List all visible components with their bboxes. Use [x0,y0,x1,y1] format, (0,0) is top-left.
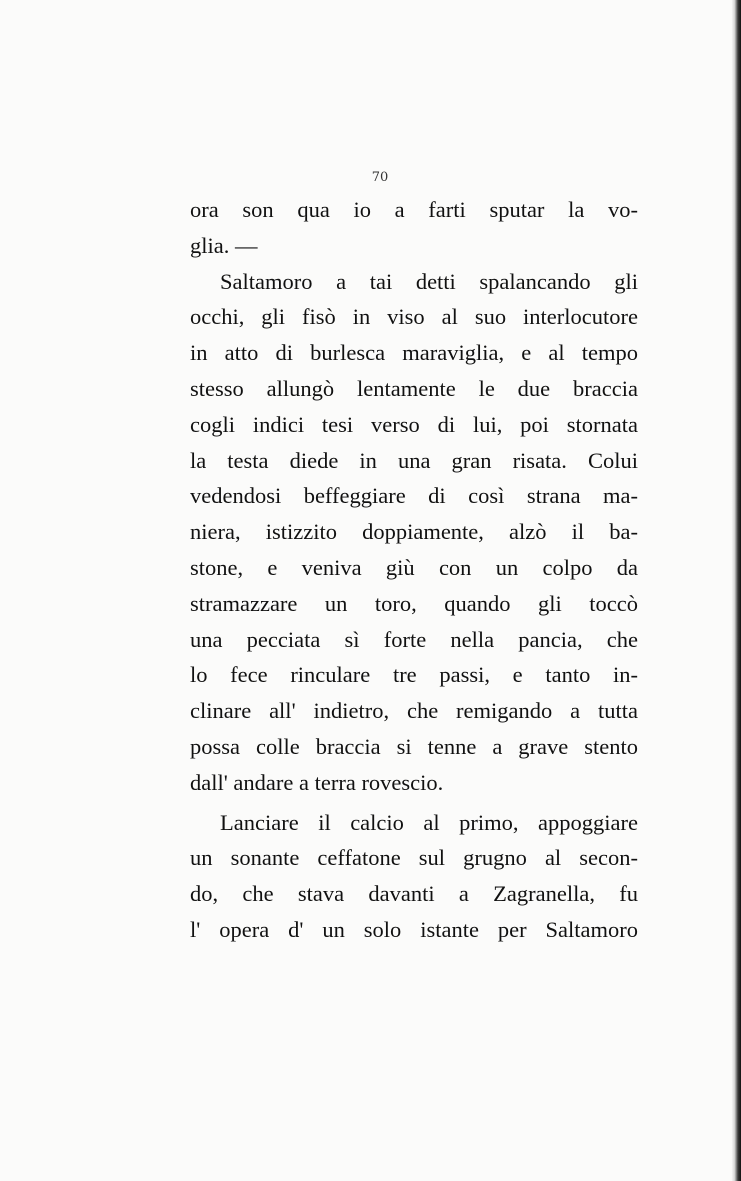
text-line: ora son qua io a farti sputar la vo- [190,197,638,222]
text-line: cogli indici tesi verso di lui, poi stornata [190,411,638,437]
text-line: stone, e veniva giù con un colpo da [190,554,638,580]
page-number: 70 [371,170,389,185]
text-line: la testa diede in una gran risata. Colui [190,447,638,473]
text-line: Saltamoro a tai detti spalancando gli [220,268,638,294]
text-line: do, che stava davanti a Zagranella, fu [190,881,638,907]
body-text [190,192,638,948]
text-line: vedendosi beffeggiare di così strana ma- [190,483,638,509]
text-line: stesso allungò lentamente le due braccia [190,375,638,401]
text-line: clinare all' indietro, che remigando a tutta [190,698,638,724]
text-line: occhi, gli fisò in viso al suo interlocutore [190,304,638,330]
text-line: lo fece rinculare tre passi, e tanto in- [190,662,638,688]
text-line: niera, istizzito doppiamente, alzò il ba- [190,519,638,545]
text-line: glia. — [190,232,258,258]
text-line: possa colle braccia si tenne a grave stento [190,733,638,759]
text-line: l' opera d' un solo istante per Saltamoro [190,916,638,942]
text-line: dall' andare a terra rovescio. [190,769,444,795]
text-line: stramazzare un toro, quando gli toccò [190,590,638,616]
text-line: una pecciata sì forte nella pancia, che [190,626,638,652]
text-line: un sonante ceffatone sul grugno al secon- [190,845,638,871]
text-line: in atto di burlesca maraviglia, e al tempo [190,340,638,366]
text-line: Lanciare il calcio al primo, appoggiare [220,809,638,835]
page-edge-shadow [731,0,741,1181]
